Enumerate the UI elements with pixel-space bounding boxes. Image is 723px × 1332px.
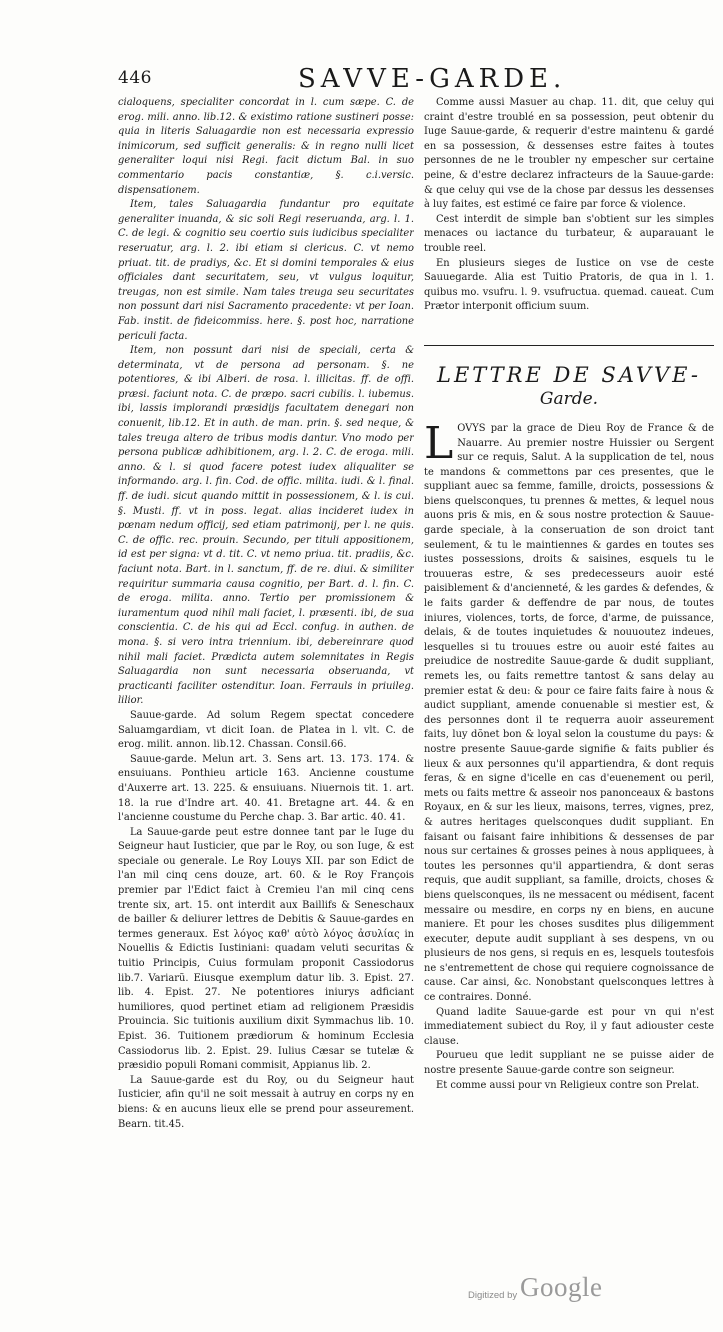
letter-body bbox=[424, 417, 714, 1006]
left-column bbox=[118, 96, 414, 1294]
google-watermark bbox=[468, 1272, 628, 1310]
letter-paragraph: Quand ladite Sauue-garde est pour vn qui n'est immediatement subiect du Roy, il y faut adiouster ceste clause. bbox=[424, 1006, 714, 1047]
left-paragraph: cialoquens, specialiter concordat in l. cum sæpe. C. de erog. mili. anno. lib.12. & existimo ratione sustineri posse: quia in literis Saluagardie non est necessaria expressio inimicorum, sed sufficit generalis: & in regno nulli licet generaliter loqui nisi Regi. facit dictum Bal. in suo commentario pacis constantiæ, §. c.i.versic. dispensationem. bbox=[118, 97, 414, 196]
watermark-prefix: Digitized by bbox=[468, 1290, 518, 1301]
right-paragraph: Comme aussi Masuer au chap. 11. dit, que celuy qui craint d'estre troublé en sa possession, peut obtenir du Iuge Sauue-garde, & requerir d'estre maintenu & gardé en sa possession, & dessenses estre faites à toutes personnes de ne le troubler ny empescher sur certaine peine, & d'estre declarez infracteurs de la Sauue-garde: & que celuy qui vse de la chose par dessus les dessenses à luy faites, est estimé ce faire par force & violence. bbox=[424, 97, 714, 211]
running-title: SAVVE-GARDE. bbox=[298, 64, 567, 94]
left-paragraph: La Sauue-garde est du Roy, ou du Seigneur haut Iusticier, afin qu'il ne soit messait à autruy en corps ny en biens: & en aucuns lieux elle se prend pour asseurement. Bearn. tit.45. bbox=[118, 1074, 414, 1130]
left-paragraph: Item, tales Saluagardia fundantur pro equitate generaliter inuanda, & sic soli Regi reseruanda, arg. l. 1. C. de legi. & cognitio seu coertio suis iudicibus specialiter reseruatur, arg. l. 2. ibi etiam si clericus. C. vt nemo priuat. tit. de pradiys, &c. Et si domini temporales & eius officiales dant securitatem, seu, vt vulgus loquitur, treugas, non est simile. Nam tales treuga seu securitates non possunt dari nisi Sacramento pracedente: vt per Ioan. Fab. instit. de fideicommiss. here. §. post hoc, narratione periculi facta. bbox=[118, 199, 414, 342]
left-paragraph: Item, non possunt dari nisi de speciali, certa & determinata, vt de persona ad personam. §. ne potentiores, & ibi Alberi. de rosa. l. illicitas. ff. de offi. præsi. faciunt nota. C. de præpo. sacri cubilis. l. iubemus. ibi, lassis implorandi præsidijs facultatem denegari non conuenit, lib.12. Et in auth. de man. prin. §. sed neque, & tales treuga altero de tribus modis dantur. Vno modo per persona publicæ adhibitionem, arg. l. 2. C. de eroga. mili. anno. & l. si quod facere potest iudex aliqualiter se informando. arg. l. fin. Cod. de offic. milita. iudi. & l. final. ff. de iudi. sicut quando mittit in possessionem, & l. is cui. §. Musti. ff. vt in poss. legat. alias incideret iudex in pœnam nedum officij, sed etiam patrimonij, per l. ne quis. C. de offic. rec. prouin. Secundo, per tituli appositionem, id est per signa: vt d. tit. C. vt nemo priua. tit. pradiis, &c. faciunt nota. Bart. in l. sanctum, ff. de re. diui. & similiter requiritur summaria causa cognitio, per Bart. d. l. fin. C. de eroga. milita. anno. Tertio per promissionem & iuramentum quod nihil mali faciet, l. præsenti. ibi, de sua conscientia. C. de his qui ad Eccl. confug. in authen. de mona. §. si vero intra triennium. ibi, debereinrare quod nihil mali faciet. Prædicta autem solemnitates in Regis Saluagardia non sunt necessaria obseruanda, vt practicanti faciliter ostenditur. Ioan. Ferrauls in priuileg. lilior. bbox=[118, 345, 414, 707]
google-logo: Google bbox=[520, 1272, 603, 1302]
letter-paragraph: Et comme aussi pour vn Religieux contre son Prelat. bbox=[436, 1079, 700, 1091]
letter-paragraph: Pourueu que ledit suppliant ne se puisse aider de nostre presente Sauue-garde contre son seigneur. bbox=[424, 1050, 714, 1077]
running-head bbox=[118, 64, 708, 98]
drop-capital: L bbox=[424, 417, 454, 469]
right-paragraph: En plusieurs sieges de Iustice on vse de ceste Sauuegarde. Alia est Tuitio Pratoris, de qua in l. 1. quibus mo. vsufru. l. 9. vsufructua. quemad. caueat. Cum Prætor interponit officium suum. bbox=[424, 257, 714, 313]
right-paragraph: Cest interdit de simple ban s'obtient sur les simples menaces ou iactance du turbateur, & auparauant le trouble reel. bbox=[424, 213, 714, 254]
section-gap bbox=[424, 315, 714, 345]
letter-subtitle: Garde. bbox=[539, 388, 599, 409]
left-paragraph: Sauue-garde. Ad solum Regem spectat concedere Saluamgardiam, vt dicit Ioan. de Platea in l. vlt. C. de erog. milit. annon. lib.12. Chassan. Consil.66. bbox=[118, 709, 414, 751]
letter-body-text: OVYS par la grace de Dieu Roy de France & de Nauarre. Au premier nostre Huissier ou Sergent sur ce requis, Salut. A la supplication de tel, nous te mandons & commettons par ces presentes, que le suppliant auec sa femme, famille, droicts, possessions & biens quelsconques, tu prennes & mettes, & lequel nous auons pris & mis, en & sous nostre protection & Sauue-garde speciale, à la conseruation de son droict tant seulement, & tu le maintiennes & gardes en toutes ses iustes possessions, droits & saisines, esquels tu le trouueras estre, & ses predecesseurs auoir esté paisiblement & d'ancienneté, & les gardes & defendes, & le faits garder & deffendre de par nous, de toutes iniures, violences, torts, de force, d'arme, de puissance, delais, & de toutes inquietudes & nouuoutez indeues, lesquelles si tu trouues estre ou auoir esté faites au preiudice de nostredite Sauue-garde & dudit suppliant, remets les, ou faits remettre tantost & sans delay au premier estat & deu: & pour ce faire faits faire à nous & audict suppliant, amende conuenable si mestier est, & des personnes dont il te requerra auoir asseurement faits, luy dõnet bon & loyal selon la coustume du pays: & nostre presente Sauue-garde signifie & faits publier és lieux & aux personnes qu'il appartiendra, & dont requis feras, & en signe d'icelle en cas d'euenement ou peril, mets ou faits mettre & asseoir nos panonceaux & bastons Royaux, en & sur les lieux, maisons, terres, vignes, prez, & autres heritages quelsconques dudit suppliant. En faisant ou faisant faire inhibitions & dessenses de par nous sur certaines & grosses peines à nous appliquees, à toutes les personnes qu'il appartiendra, & dont seras requis, que audit suppliant, sa famille, droicts, choses & biens quelsconques, ils ne messacent ou médisent, facent messaire ou mesdire, en corps ny en biens, en aucune maniere. Et pour les choses susdites plus diligemment executer, depute audit suppliant à ses despens, vn ou plusieurs de nos gens, si requis en es, lesquels toutesfois ne s'entremettent de chose qui requiere cognoissance de cause. Car ainsi, &c. Nonobstant quelsconques lettres à ce contraires. Donné. bbox=[424, 422, 714, 1004]
right-column bbox=[424, 96, 714, 1296]
left-paragraph: Sauue-garde. Melun art. 3. Sens art. 13. 173. 174. & ensuiuans. Ponthieu article 163. Ancienne coustume d'Auxerre art. 13. 225. & ensuiuans. Niuernois tit. 1. art. 18. la rue d'Indre art. 40. 41. Bretagne art. 44. & en l'ancienne coustume du Perche chap. 3. Bar artic. 40. 41. bbox=[118, 753, 414, 824]
left-paragraph: La Sauue-garde peut estre donnee tant par le Iuge du Seigneur haut Iusticier, que par le Roy, ou son Iuge, & est speciale ou generale. Le Roy Louys XII. par son Edict de l'an mil cinq cens douze, art. 60. & le Roy François premier par l'Edict faict à Cremieu l'an mil cinq cens trente six, art. 15. ont interdit aux Baillifs & Seneschaux de bailler & deliurer lettres de Debitis & Sauue-gardes en termes generaux. Est λόγος καθ' αὐτὸ λόγος ἀσυλίας in Nouellis & Edictis Iustiniani: quadam veluti securitas & tuitio Principis, Cuius formulam proponit Cassiodorus lib.7. Variarũ. Eiusque exemplum datur lib. 3. Epist. 27. lib. 4. Epist. 27. Ne potentiores iniurys adficiant humiliores, quod pertinet etiam ad religionem Præsidis Prouincia. Sic tuitionis auxilium dixit Symmachus lib. 10. Epist. 36. Tuitionem prædiorum & hominum Ecclesia Cassiodorus lib. 2. Epist. 29. Iulius Cæsar se tutelæ & præsidio populi Romani commisit, Appianus lib. 2. bbox=[118, 826, 414, 1072]
letter-title: LETTRE DE SAVVE- bbox=[437, 362, 701, 387]
page-number: 446 bbox=[118, 68, 152, 88]
section-divider bbox=[424, 345, 714, 346]
